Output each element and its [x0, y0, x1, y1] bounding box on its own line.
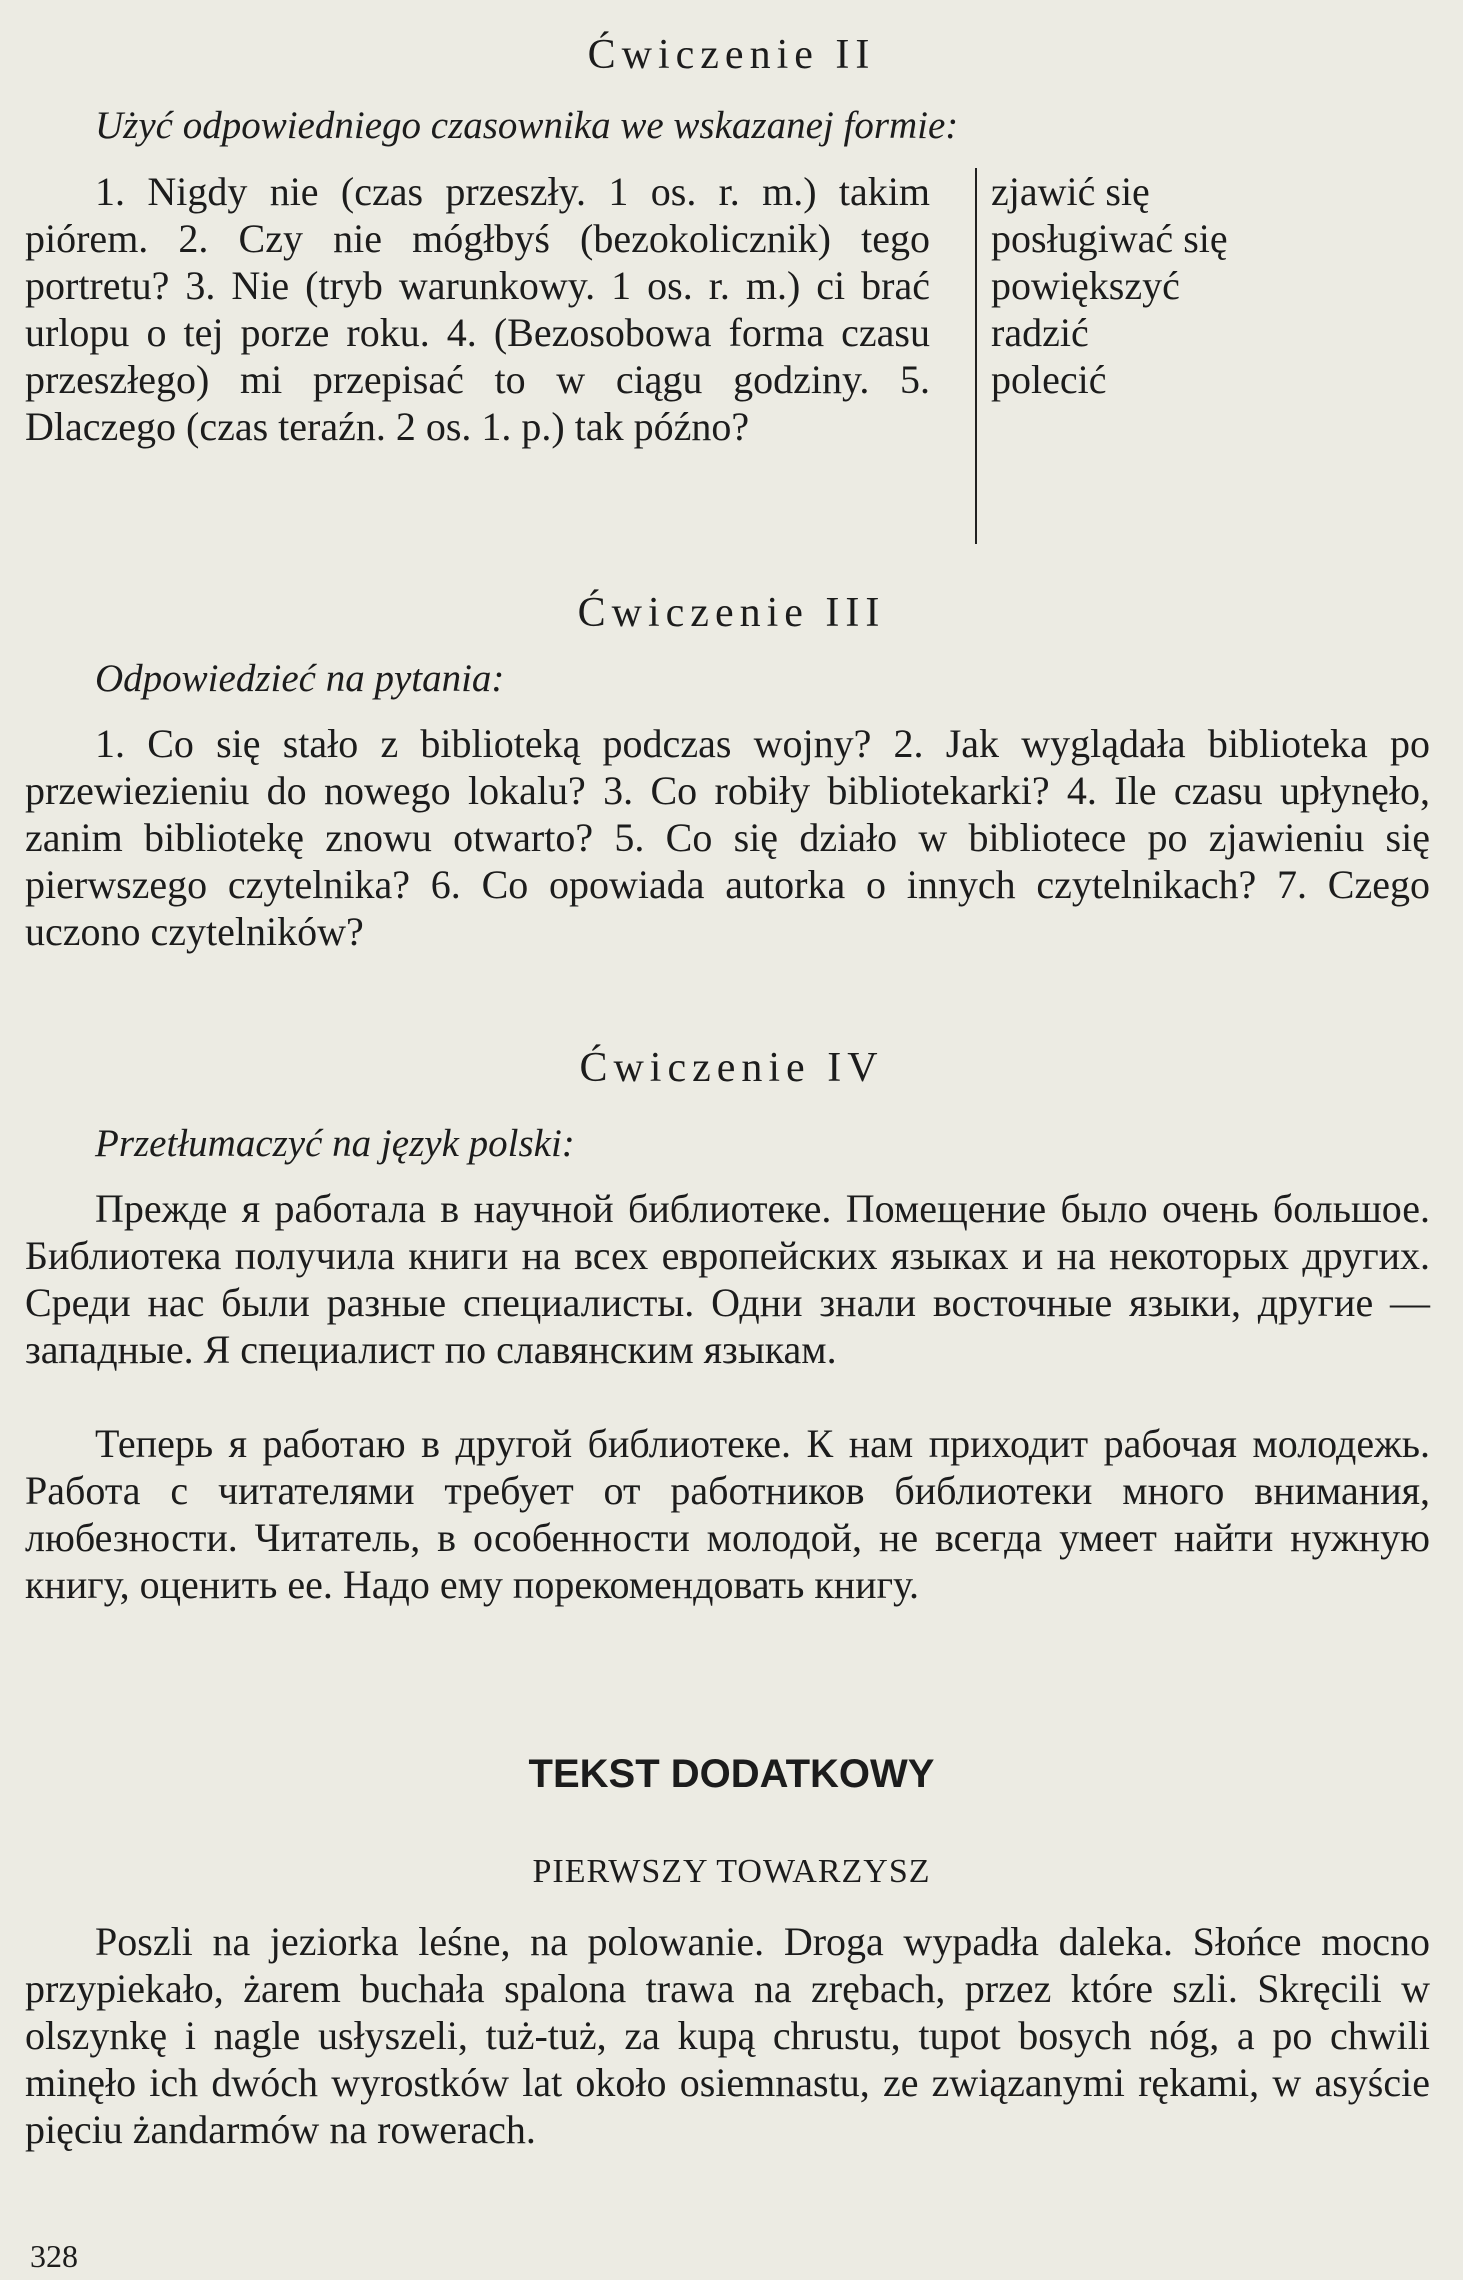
exercise-3-instruction: Odpowiedzieć na pytania:: [95, 657, 505, 700]
exercise-3-questions: 1. Co się stało z biblioteką podczas wojny? 2. Jak wyglądała biblioteka po przewiezieniu do nowego lokalu? 3. Co robiły bibliotekarki? 4. Ile czasu upłynęło, zanim bibliotekę znowu otwarto? 5. Co się działo w bibliotece po zjawieniu się pierwszego czytelnika? 6. Co opowiada autorka o innych czytelnikach? 7. Czego uczono czytelników?: [25, 721, 1430, 954]
story-text: Poszli na jeziorka leśne, na polowanie. Droga wypadła daleka. Słońce mocno przypiekało, żarem buchała spalona trawa na zrębach, przez które szli. Skręcili w olszynkę i nagle usłyszeli, tuż-tuż, za kupą chrustu, tupot bosych nóg, a po chwili minęło ich dwóch wyrostków lat około osiemnastu, ze związanymi rękami, w asyście pięciu żandarmów na rowerach.: [25, 1919, 1430, 2152]
exercise-4-instruction: Przetłumaczyć na język polski:: [95, 1122, 575, 1165]
exercise-3-text: [25, 720, 1430, 955]
exercise-4-paragraph-2: [25, 1420, 1430, 1608]
verb-list: [975, 168, 1391, 544]
russian-text-2: Теперь я работаю в другой библиотеке. К нам приходит рабочая молодежь. Работа с читателями требует от работников библиотеки много внимания, любезности. Читатель, в особенности молодой, не всегда умеет найти нужную книгу, оценить ее. Надо ему порекомендовать книгу.: [25, 1421, 1430, 1607]
exercise-2-heading: Ćwiczenie II: [587, 32, 876, 78]
verb-item: powiększyć: [991, 263, 1180, 308]
story-paragraph: [25, 1918, 1430, 2153]
page-number: 328: [30, 2238, 78, 2274]
verb-item: radzić: [991, 310, 1089, 355]
exercise-2-text: [25, 168, 930, 450]
exercise-3-heading: Ćwiczenie III: [577, 590, 886, 636]
verb-item: polecić: [991, 357, 1107, 402]
verb-item: posługiwać się: [991, 216, 1228, 261]
exercise-2-instruction: Użyć odpowiedniego czasownika we wskazanej formie:: [95, 104, 959, 147]
verb-item: zjawić się: [991, 169, 1150, 214]
exercise-4-heading: Ćwiczenie IV: [579, 1045, 884, 1091]
story-title: PIERWSZY TOWARZYSZ: [532, 1853, 931, 1890]
russian-text-1: Прежде я работала в научной библиотеке. Помещение было очень большое. Библиотека получила книги на всех европейских языках и на некоторых других. Среди нас были разные специалисты. Одни знали восточные языки, другие — западные. Я специалист по славянским языкам.: [25, 1186, 1430, 1372]
additional-text-title: TEKST DODATKOWY: [528, 1752, 935, 1796]
exercise-4-paragraph-1: [25, 1185, 1430, 1373]
exercise-2-sentences: 1. Nigdy nie (czas przeszły. 1 os. r. m.) takim piórem. 2. Czy nie mógłbyś (bezokolicznik) tego portretu? 3. Nie (tryb warunkowy. 1 os. r. m.) ci brać urlopu o tej porze roku. 4. (Bezosobowa forma czasu przeszłego) mi przepisać to w ciągu godziny. 5. Dlaczego (czas teraźn. 2 os. 1. p.) tak późno?: [25, 169, 930, 449]
